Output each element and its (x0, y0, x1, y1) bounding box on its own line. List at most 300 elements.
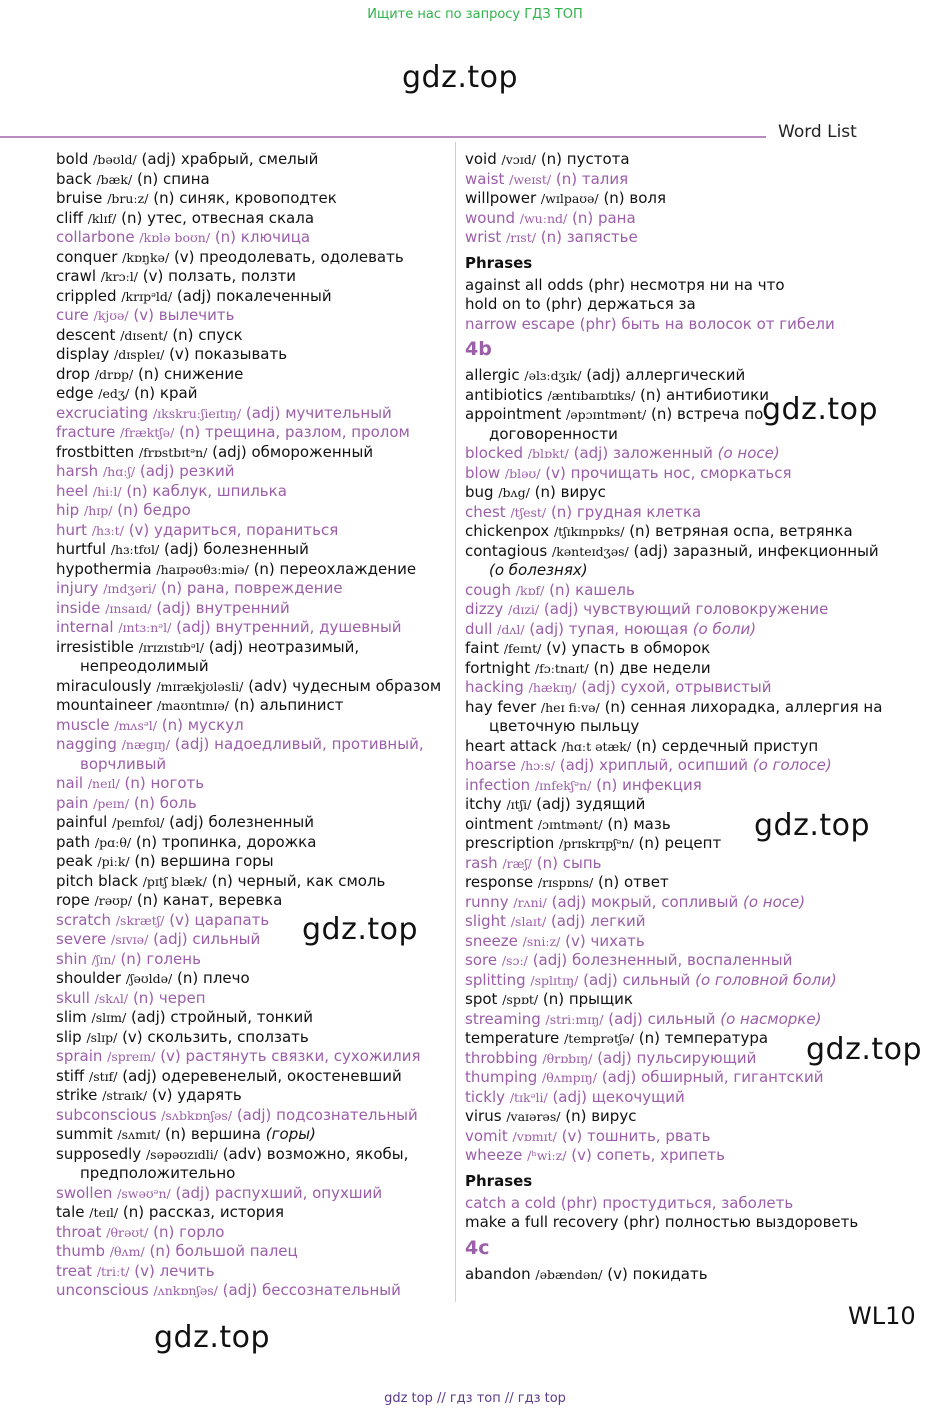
entry-word: splitting (465, 970, 526, 989)
entry-pronunciation: /əpɔɪntmənt/ (565, 407, 647, 422)
entry-pronunciation: /klɪf/ (87, 210, 117, 226)
entry-word: rash (465, 853, 498, 872)
entry-translation: (n) температура (638, 1029, 769, 1047)
word-entry (465, 678, 885, 698)
entry-translation: (adj) болезненный (164, 540, 309, 558)
entry-list (465, 276, 885, 335)
entry-pronunciation: /piːk/ (97, 854, 130, 869)
entry-translation: (n) пустота (540, 150, 630, 168)
entry-word: swollen (56, 1183, 113, 1202)
entry-word: display (56, 345, 110, 363)
entry-word: edge (56, 384, 94, 402)
entry-translation: (n) ветряная оспа, ветрянка (629, 522, 853, 540)
entry-pronunciation: /rɪst/ (506, 230, 536, 245)
entry-word: painful (56, 813, 108, 831)
word-entry (56, 872, 451, 892)
word-entry (56, 911, 451, 931)
word-entry (56, 326, 451, 346)
entry-pronunciation: /sɔː/ (501, 953, 528, 968)
entry-translation: (adj) распухший, опухший (175, 1183, 383, 1202)
footer: gdz top // гдз топ // гдз top (384, 1391, 566, 1406)
entry-translation: (adj) хриплый, осипший (559, 756, 748, 774)
word-entry (56, 1047, 451, 1067)
entry-word: skull (56, 988, 90, 1007)
entry-pronunciation: /dɪsent/ (120, 327, 168, 343)
entry-pronunciation: /krɔːl/ (100, 269, 139, 284)
entry-word: temperature (465, 1029, 560, 1047)
word-entry (465, 971, 885, 991)
word-entry (465, 756, 885, 776)
word-entry (465, 873, 885, 893)
entry-translation: (phr) полностью выздороветь (623, 1213, 859, 1231)
entry-word: bruise (56, 189, 103, 207)
word-entry (465, 1107, 885, 1127)
entry-word: descent (56, 325, 116, 344)
entry-pronunciation: /slɪm/ (91, 1010, 127, 1025)
entry-pronunciation: /bəʊld/ (93, 152, 137, 167)
entry-pronunciation: /ɪtʃi/ (506, 797, 532, 812)
entry-pronunciation: /ʃɪn/ (91, 951, 116, 967)
entry-word: blow (465, 463, 501, 482)
entry-pronunciation: /ʰwiːz/ (527, 1148, 567, 1163)
entry-list (465, 1265, 885, 1285)
entry-word: wound (465, 208, 515, 227)
entry-word: catch a cold (465, 1193, 556, 1212)
entry-translation: (adj) аллергический (586, 366, 746, 384)
entry-word: abandon (465, 1264, 531, 1283)
word-entry (465, 1146, 885, 1166)
watermark: gdz.top (402, 60, 519, 95)
entry-continuation: (о болезнях) (489, 561, 588, 579)
entry-pronunciation: /kɒf/ (515, 582, 545, 598)
entry-word: shoulder (56, 969, 122, 987)
entry-pronunciation: /dɪspleɪ/ (114, 347, 165, 362)
entry-translation: (v) чихать (565, 931, 645, 950)
word-entry (56, 287, 451, 307)
word-entry (56, 891, 451, 911)
entry-pronunciation: /ɪkskruːʃieɪtɪŋ/ (152, 405, 242, 421)
entry-word: appointment (465, 405, 562, 423)
section-heading-4c: 4c (465, 1236, 490, 1259)
entry-word: tickly (465, 1087, 506, 1106)
entry-pronunciation: /vɔɪd/ (501, 152, 537, 167)
entry-pronunciation: /peɪn/ (93, 795, 130, 811)
entry-translation: (v) удариться, пораниться (128, 520, 339, 539)
entry-word: excruciating (56, 403, 149, 422)
entry-pronunciation: /sniːz/ (522, 933, 561, 949)
entry-translation: (adj) щекочущий (552, 1087, 685, 1106)
entry-translation: (v) лечить (134, 1261, 215, 1280)
entry-word: supposedly (56, 1144, 142, 1163)
word-entry (56, 540, 451, 560)
word-entry (465, 170, 885, 190)
entry-word: tale (56, 1203, 85, 1221)
word-entry (56, 716, 451, 736)
entry-pronunciation: /haɪpəʊθɜːmiə/ (156, 561, 249, 577)
entry-translation: (v) скользить, сползать (122, 1027, 309, 1046)
entry-word: sprain (56, 1047, 103, 1065)
word-entry (56, 1223, 451, 1243)
entry-pronunciation: /dʌl/ (497, 621, 525, 637)
left-column (56, 150, 451, 1301)
entry-translation: (adj) болезненный (169, 813, 314, 831)
word-entry (56, 1262, 451, 1282)
entry-word: hoarse (465, 756, 517, 774)
entry-pronunciation: /heɪ fiːvə/ (540, 699, 600, 715)
entry-translation: (n) альпинист (233, 696, 344, 714)
entry-word: cough (465, 580, 511, 599)
entry-pronunciation: /θrəʊt/ (106, 1224, 149, 1240)
entry-word: injury (56, 579, 99, 597)
word-entry (56, 1028, 451, 1048)
entry-pronunciation: /weɪst/ (509, 171, 552, 187)
entry-translation: (n) вершина горы (134, 852, 274, 870)
entry-pronunciation: /rəʊp/ (94, 893, 133, 908)
word-entry (56, 189, 451, 209)
entry-list (465, 1194, 885, 1233)
entry-translation: (n) антибиотики (640, 385, 769, 404)
phrases-heading: Phrases (465, 1171, 533, 1190)
entry-pronunciation: /əbændən/ (535, 1266, 603, 1282)
entry-pronunciation: /sʌbkɒnʃəs/ (161, 1107, 233, 1123)
entry-pronunciation: /kənteɪdʒəs/ (551, 543, 629, 559)
entry-pronunciation: /ʃəʊldə/ (125, 971, 173, 986)
entry-translation: (n) утес, отвесная скала (121, 208, 315, 227)
entry-word: fracture (56, 423, 116, 441)
watermark: gdz.top (302, 912, 419, 947)
entry-word: fortnight (465, 658, 531, 677)
word-entry (465, 854, 885, 874)
entry-pronunciation: /bruːz/ (107, 191, 149, 206)
word-entry (465, 620, 885, 640)
entry-translation: (v) ползать, ползти (142, 267, 297, 285)
word-entry (56, 384, 451, 404)
word-entry (56, 1008, 451, 1028)
entry-word: waist (465, 169, 505, 188)
entry-word: thumb (56, 1242, 106, 1260)
entry-translation: (v) показывать (169, 345, 288, 363)
entry-pronunciation: /wɪlpaʊə/ (540, 191, 599, 206)
entry-translation: (phr) простудиться, заболеть (560, 1193, 794, 1212)
entry-translation: (adj) сильный (583, 970, 691, 989)
entry-word: blocked (465, 444, 524, 462)
entry-word: nail (56, 774, 84, 792)
entry-translation: (adj) чувствующий головокружение (543, 600, 829, 618)
entry-word: muscle (56, 715, 110, 734)
entry-pronunciation: /ɪrɪzɪstɪbᵊl/ (138, 639, 204, 655)
entry-word: prescription (465, 834, 555, 852)
entry-pronunciation: /temprətʃə/ (564, 1031, 634, 1046)
entry-pronunciation: /edʒ/ (98, 386, 130, 401)
entry-translation: (adj) сухой, отрывистый (581, 678, 772, 696)
word-entry (56, 579, 451, 599)
entry-translation: (adj) зудящий (536, 795, 646, 813)
entry-word: pitch black (56, 871, 138, 890)
entry-translation: (n) канат, веревка (136, 891, 283, 909)
entry-word: wrist (465, 228, 502, 246)
entry-translation: (n) ноготь (124, 774, 205, 792)
entry-word: make a full recovery (465, 1213, 619, 1231)
entry-translation: (n) черный, как смоль (211, 871, 386, 890)
word-entry (465, 1194, 885, 1214)
entry-translation: (adj) обширный, гигантский (601, 1068, 824, 1086)
entry-note: (о головной боли) (695, 970, 837, 989)
entry-pronunciation: /skrætʃ/ (115, 912, 165, 928)
entry-continuation: непреодолимый (80, 657, 209, 675)
entry-translation: (adj) сильный (608, 1009, 716, 1028)
entry-pronunciation: /æntɪbaɪɒtɪks/ (547, 387, 636, 403)
entry-pronunciation: /feɪnt/ (503, 641, 542, 656)
entry-word: willpower (465, 189, 537, 207)
entry-translation: (n) синяк, кровоподтек (153, 189, 337, 207)
entry-note: (горы) (265, 1125, 316, 1143)
entry-pronunciation: /ɪnfekʃᵊn/ (534, 777, 592, 793)
entry-pronunciation: /hækɪŋ/ (528, 680, 577, 695)
word-entry (465, 1068, 885, 1088)
entry-translation: (v) сопеть, хрипеть (571, 1146, 725, 1164)
entry-word: crippled (56, 286, 117, 305)
word-entry (56, 1067, 451, 1087)
word-entry (56, 1242, 451, 1262)
entry-pronunciation: /dɪzi/ (508, 602, 540, 617)
entry-translation: (n) спуск (172, 325, 243, 344)
entry-word: streaming (465, 1009, 541, 1028)
word-entry (56, 1106, 451, 1126)
entry-pronunciation: /kjʊə/ (93, 308, 129, 323)
entry-list (465, 366, 885, 1166)
entry-translation: (n) ключица (214, 228, 311, 246)
entry-word: sneeze (465, 931, 518, 950)
entry-word: peak (56, 852, 93, 870)
word-entry (465, 1049, 885, 1069)
word-entry (56, 521, 451, 541)
word-entry (56, 501, 451, 521)
entry-pronunciation: /ɔɪntmənt/ (537, 816, 603, 832)
entry-translation: (adj) сильный (153, 930, 261, 948)
entry-translation: (adv) возможно, якобы, (222, 1144, 409, 1163)
entry-translation: (v) покидать (607, 1264, 708, 1283)
entry-note: (о боли) (692, 619, 757, 638)
entry-pronunciation: /spreɪn/ (107, 1049, 156, 1064)
entry-pronunciation: /spɒt/ (502, 992, 539, 1007)
entry-word: treat (56, 1261, 93, 1280)
entry-translation: (adj) внутренний (156, 598, 290, 617)
entry-word: allergic (465, 366, 520, 384)
entry-continuation: цветочную пыльцу (489, 717, 640, 735)
word-entry (465, 1265, 885, 1285)
word-entry (465, 834, 885, 854)
entry-word: slim (56, 1008, 87, 1026)
entry-pronunciation: /sʌmɪt/ (117, 1127, 161, 1142)
word-entry (56, 1145, 451, 1184)
word-entry (56, 365, 451, 385)
word-entry (465, 815, 885, 835)
entry-word: chickenpox (465, 522, 550, 540)
word-entry (56, 677, 451, 697)
entry-pronunciation: /fræktʃə/ (120, 425, 175, 440)
entry-word: drop (56, 364, 91, 383)
watermark: gdz.top (154, 1320, 271, 1355)
entry-pronunciation: /hɑːt ətæk/ (561, 738, 632, 754)
entry-translation: (adj) пульсирующий (597, 1048, 757, 1067)
word-entry (465, 1029, 885, 1049)
word-entry (56, 638, 451, 677)
word-entry (465, 315, 885, 335)
entry-pronunciation: /drɒp/ (94, 366, 134, 382)
word-entry (465, 600, 885, 620)
entry-pronunciation: /swəʊᵊn/ (117, 1185, 171, 1201)
word-entry (465, 444, 885, 464)
entry-translation: (n) запястье (540, 228, 638, 246)
entry-pronunciation: /pɑːθ/ (94, 834, 132, 850)
entry-pronunciation: /θrɒbɪŋ/ (542, 1050, 593, 1066)
entry-word: contagious (465, 541, 548, 560)
word-entry (465, 483, 885, 503)
entry-pronunciation: /kɒlə boʊn/ (139, 230, 211, 245)
entry-pronunciation: /vaɪərəs/ (506, 1109, 561, 1124)
entry-translation: (phr) держаться за (545, 295, 696, 313)
word-entry (56, 170, 451, 190)
word-entry (56, 560, 451, 580)
entry-word: virus (465, 1107, 502, 1125)
entry-translation: (adj) храбрый, смелый (141, 150, 319, 168)
entry-pronunciation: /hɜːtfʊl/ (110, 542, 160, 557)
word-entry (56, 813, 451, 833)
word-entry (465, 366, 885, 386)
entry-continuation: предположительно (80, 1164, 236, 1182)
word-entry (56, 1184, 451, 1204)
entry-word: runny (465, 892, 509, 911)
word-entry (465, 295, 885, 315)
word-entry (465, 503, 885, 523)
entry-word: throat (56, 1222, 102, 1241)
word-entry (56, 443, 451, 463)
entry-translation: (n) рассказ, история (122, 1203, 285, 1221)
entry-pronunciation: /ɪntɜːnᵊl/ (118, 620, 172, 635)
entry-word: strike (56, 1086, 98, 1104)
entry-translation: (n) вирус (565, 1107, 637, 1125)
entry-pronunciation: /fɔːtnaɪt/ (534, 660, 589, 676)
entry-pronunciation: /bæk/ (96, 171, 133, 187)
word-entry (465, 1213, 885, 1233)
entry-translation: (n) спина (136, 169, 210, 188)
entry-word: hay fever (465, 697, 537, 716)
entry-pronunciation: /pɪtʃ blæk/ (142, 873, 207, 889)
entry-pronunciation: /slaɪt/ (510, 914, 547, 929)
entry-pronunciation: /hɔːs/ (520, 758, 555, 773)
entry-translation: (v) преодолевать, одолевать (173, 247, 404, 266)
entry-word: severe (56, 930, 107, 948)
entry-pronunciation: /rɪspɒns/ (537, 875, 594, 890)
entry-translation: (n) талия (555, 169, 629, 188)
entry-word: narrow escape (465, 314, 575, 333)
word-entry (465, 276, 885, 296)
entry-word: spot (465, 990, 498, 1008)
entry-word: dull (465, 619, 493, 638)
word-entry (56, 794, 451, 814)
entry-translation: (adj) бессознательный (222, 1281, 401, 1299)
entry-translation: (adj) одеревенелый, окостеневший (122, 1066, 402, 1085)
entry-translation: (v) упасть в обморок (546, 639, 711, 657)
word-entry (56, 423, 451, 443)
word-entry (465, 522, 885, 542)
entry-pronunciation: /triːt/ (96, 1263, 130, 1279)
entry-word: stiff (56, 1066, 85, 1085)
entry-word: hurt (56, 520, 88, 539)
entry-pronunciation: /hiːl/ (92, 483, 122, 499)
entry-translation: (n) сердечный приступ (635, 736, 819, 755)
entry-word: hold on to (465, 295, 541, 313)
word-entry (56, 209, 451, 229)
word-entry (465, 776, 885, 796)
entry-translation: (v) растянуть связки, сухожилия (160, 1047, 421, 1065)
entry-translation: (n) сенная лихорадка, аллергия на (604, 697, 883, 716)
entry-translation: (n) вирус (534, 483, 606, 501)
entry-note: (о носе) (717, 444, 780, 462)
word-entry (465, 932, 885, 952)
entry-translation: (n) прыщик (542, 990, 633, 1008)
word-entry (56, 950, 451, 970)
page-number: WL10 (848, 1302, 916, 1330)
entry-pronunciation: /hɑːʃ/ (102, 464, 136, 479)
entry-word: thumping (465, 1068, 538, 1086)
entry-word: bug (465, 483, 494, 501)
word-entry (56, 150, 451, 170)
entry-translation: (adj) надоедливый, противный, (174, 735, 424, 753)
entry-translation: (n) воля (603, 189, 667, 207)
entry-translation: (adj) подсознательный (236, 1105, 418, 1124)
entry-translation: (n) сыпь (536, 853, 602, 872)
entry-translation: (n) бедро (117, 501, 191, 519)
entry-word: harsh (56, 462, 99, 480)
word-entry (465, 386, 885, 406)
entry-translation: (n) большой палец (149, 1242, 298, 1260)
entry-pronunciation: /prɪskrɪpʃᵊn/ (559, 836, 634, 851)
entry-translation: (adv) чудесным образом (248, 676, 442, 695)
word-entry (56, 989, 451, 1009)
word-entry (56, 1086, 451, 1106)
word-entry (56, 1203, 451, 1223)
word-entry (56, 735, 451, 774)
entry-pronunciation: /tʃest/ (510, 504, 547, 520)
entry-translation: (n) рецепт (638, 834, 722, 852)
entry-word: crawl (56, 267, 97, 285)
entry-translation: (n) снижение (138, 364, 244, 383)
top-note: Ищите нас по запросу ГДЗ ТОП (367, 7, 583, 22)
column-divider (455, 142, 456, 1302)
word-entry (465, 209, 885, 229)
entry-translation: (n) голень (120, 949, 201, 968)
entry-word: ointment (465, 814, 533, 833)
word-entry (56, 306, 451, 326)
word-entry (465, 464, 885, 484)
entry-note: (о голосе) (752, 756, 832, 774)
entry-translation: (adj) обмороженный (212, 442, 374, 461)
entry-word: response (465, 873, 534, 891)
entry-pronunciation: /splɪtɪŋ/ (530, 972, 579, 988)
entry-translation: (n) горло (153, 1222, 225, 1241)
entry-word: hypothermia (56, 559, 152, 578)
entry-translation: (adj) тупая, ноющая (529, 619, 688, 638)
entry-translation: (n) трещина, разлом, пролом (179, 423, 410, 441)
entry-translation: (adj) неотразимый, (208, 637, 360, 656)
entry-pronunciation: /blɒkt/ (527, 446, 569, 461)
entry-translation: (adj) покалеченный (176, 286, 332, 305)
entry-word: vomit (465, 1126, 508, 1145)
entry-word: nagging (56, 735, 117, 753)
entry-pronunciation: /frɒstbɪtᵊn/ (138, 444, 208, 460)
entry-word: path (56, 832, 91, 851)
